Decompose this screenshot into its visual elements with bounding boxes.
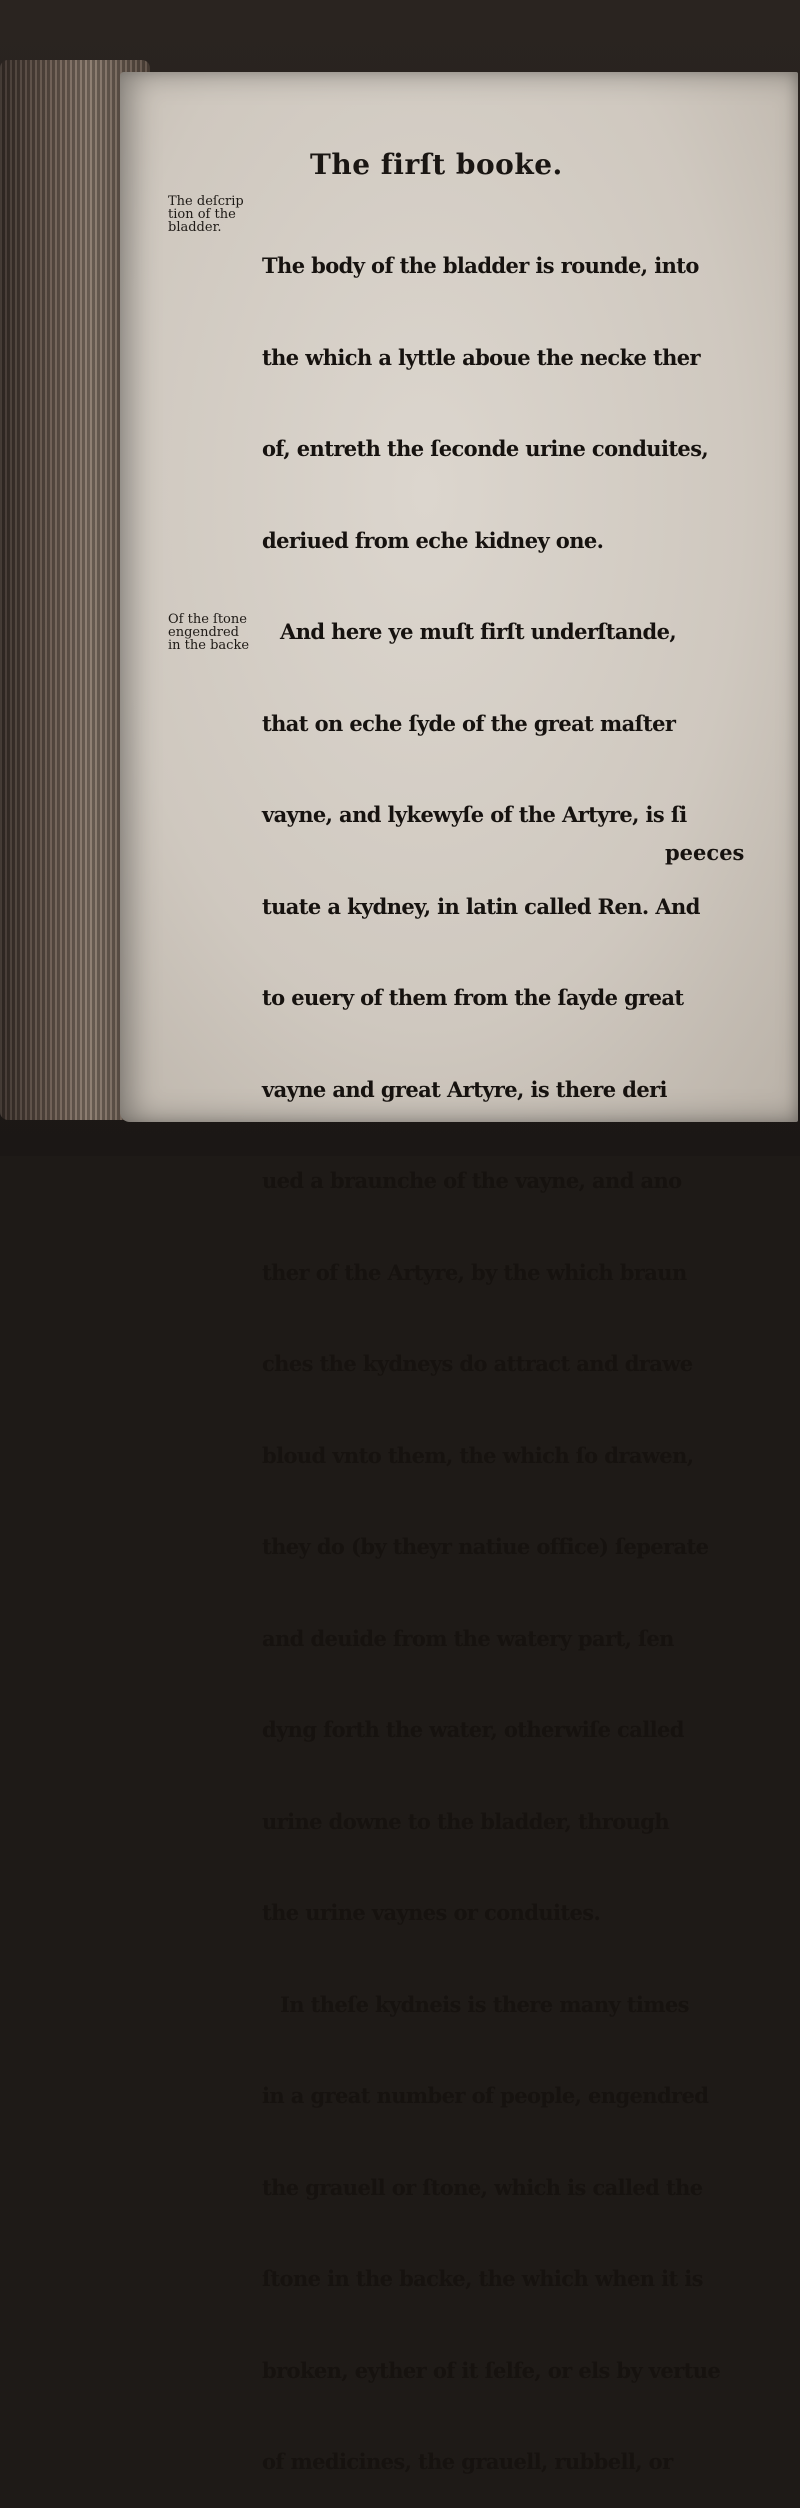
- text-line: of medicines, the grauell, rubbell, or: [262, 2449, 673, 2474]
- marginal-note-line: in the backe: [168, 638, 250, 653]
- marginal-note-line: Of the ſtone: [168, 612, 247, 627]
- text-line: tuate a kydney, in latin called Ren. And: [262, 893, 700, 919]
- catchword: peeces: [665, 840, 745, 865]
- text-line: And here ye muſt firſt underſtande,: [280, 619, 677, 644]
- text-line: and deuide from the watery part, ſen: [262, 1625, 674, 1651]
- text-line: vayne and great Artyre, is there deri: [262, 1076, 667, 1102]
- text-line: vayne, and lykewyſe of the Artyre, is ſi: [262, 802, 687, 827]
- text-line: they do (by theyr natiue office) ſeperate: [262, 1534, 709, 1559]
- marginal-note-stone: [168, 613, 256, 652]
- body-text: [262, 190, 792, 2508]
- text-line: ches the kydneys do attract and drawe: [262, 1351, 693, 1376]
- text-line: dyng forth the water, otherwiſe called: [262, 1717, 684, 1742]
- marginal-note-line: The deſcrip: [168, 194, 244, 209]
- text-line: The body of the bladder is rounde, into: [262, 253, 699, 278]
- text-line: broken, eyther of it ſelfe, or els by vertue: [262, 2357, 721, 2383]
- text-line: of, entreth the ſeconde urine conduites,: [262, 436, 709, 461]
- marginal-note-line: tion of the: [168, 207, 236, 222]
- text-line: the which a lyttle aboue the necke ther: [262, 344, 700, 370]
- marginal-note-description: [168, 195, 256, 234]
- text-line: in a great number of people, engendred: [262, 2083, 709, 2108]
- text-line: ther of the Artyre, by the which braun: [262, 1259, 687, 1285]
- text-line: that on eche ſyde of the great maſter: [262, 710, 676, 736]
- marginal-note-line: bladder.: [168, 220, 222, 235]
- text-line: the grauell or ſtone, which is called the: [262, 2174, 703, 2200]
- text-line: ſtone in the backe, the which when it is: [262, 2266, 703, 2291]
- text-line: the urine vaynes or conduites.: [262, 1900, 601, 1925]
- text-line: ued a braunche of the vayne, and ano: [262, 1168, 682, 1193]
- text-line: deriued from eche kidney one.: [262, 527, 604, 553]
- running-head: The firſt booke.: [310, 148, 563, 181]
- marginal-note-line: engendred: [168, 625, 240, 640]
- text-line: to euery of them from the ſayde great: [262, 985, 684, 1010]
- text-line: bloud vnto them, the which ſo drawen,: [262, 1442, 694, 1468]
- text-line: urine downe to the bladder, through: [262, 1808, 670, 1834]
- text-line: In theſe kydneis is there many times: [280, 1991, 689, 2017]
